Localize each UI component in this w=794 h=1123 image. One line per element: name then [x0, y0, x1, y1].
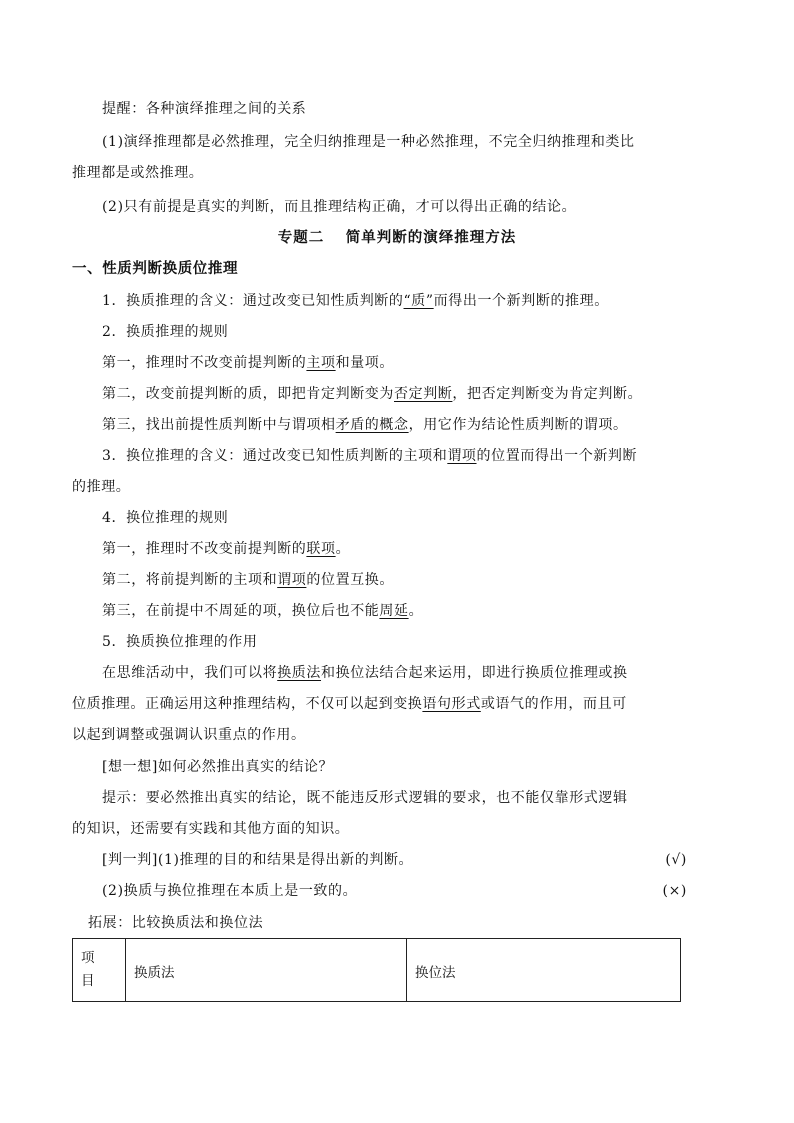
- underlined-term: 周延: [379, 603, 409, 619]
- table-header-item: [73, 939, 126, 1002]
- table-header-obversion: 换位法: [407, 939, 681, 1002]
- judge-item-1-answer: (√): [665, 852, 687, 868]
- underlined-term: 换质法: [277, 665, 322, 681]
- paragraph-8-text: 第一，推理时不改变前提判断的: [102, 541, 307, 557]
- paragraph-12-line-2: [72, 694, 722, 714]
- paragraph-1-text-end: 而得出一个新判断的推理。: [433, 293, 609, 309]
- paragraph-9-text-end: 的位置互换。: [306, 572, 395, 588]
- paragraph-12b-text-end: 或语气的作用，而且可: [480, 696, 627, 712]
- paragraph-4-text-end: ，把否定判断变为肯定判断。: [452, 386, 643, 402]
- paragraph-7: 4．换位推理的规则: [102, 510, 229, 526]
- paragraph-9-text: 第二，将前提判断的主项和: [102, 572, 278, 588]
- paragraph-11: 5．换质换位推理的作用: [102, 634, 258, 650]
- paragraph-1: [102, 291, 752, 311]
- underlined-term: 谓项: [447, 448, 477, 464]
- paragraph-12-line-1: [102, 663, 752, 683]
- underlined-term: 矛盾的概念: [335, 417, 409, 433]
- paragraph-8: [102, 539, 752, 559]
- paragraph-5: [102, 415, 752, 435]
- paragraph-12-text: 在思维活动中，我们可以将: [102, 665, 278, 681]
- table-header-item-label: 项 目: [81, 950, 95, 989]
- paragraph-3: [102, 353, 752, 373]
- paragraph-4: [102, 384, 752, 404]
- hint-line-1: 提示：要必然推出真实的结论，既不能违反形式逻辑的要求，也不能仅靠形式逻辑: [102, 790, 628, 806]
- think-question: [想一想]如何必然推出真实的结论？: [102, 759, 334, 775]
- paragraph-5-text-end: ，用它作为结论性质判断的谓项。: [408, 417, 628, 433]
- paragraph-5-text: 第三，找出前提性质判断中与谓项相: [102, 417, 336, 433]
- tip-title: 提醒：各种演绎推理之间的关系: [102, 101, 307, 117]
- paragraph-10: [102, 601, 752, 621]
- paragraph-12b-text: 位质推理。正确运用这种推理结构，不仅可以起到变换: [72, 696, 423, 712]
- underlined-term: 联项: [306, 541, 336, 557]
- paragraph-6-line-2: 的推理。: [72, 479, 131, 495]
- judge-item-2: [102, 881, 687, 901]
- paragraph-6-text: 3．换位推理的含义：通过改变已知性质判断的主项和: [102, 448, 448, 464]
- underlined-term: 主项: [306, 355, 336, 371]
- comparison-table: [72, 938, 681, 1002]
- paragraph-12-line-3: 以起到调整或强调认识重点的作用。: [72, 727, 306, 743]
- paragraph-10-text: 第三，在前提中不周延的项，换位后也不能: [102, 603, 380, 619]
- hint-line-2: 的知识，还需要有实践和其他方面的知识。: [72, 821, 350, 837]
- underlined-term: 语句形式: [422, 696, 481, 712]
- section-title: 专题二 简单判断的演绎推理方法: [277, 230, 517, 246]
- table-header-conversion: 换质法: [126, 939, 407, 1002]
- paragraph-2: 2．换质推理的规则: [102, 324, 229, 340]
- expand-title: 拓展：比较换质法和换位法: [88, 915, 264, 931]
- underlined-term: 谓项: [277, 572, 307, 588]
- tip-item-2: (2)只有前提是真实的判断，而且推理结构正确，才可以得出正确的结论。: [102, 199, 577, 215]
- paragraph-3-text: 第一，推理时不改变前提判断的: [102, 355, 307, 371]
- paragraph-9: [102, 570, 752, 590]
- judge-item-2-answer: (×): [662, 883, 687, 899]
- judge-item-1-text: [判一判](1)推理的目的和结果是得出新的判断。: [102, 852, 414, 868]
- paragraph-4-text: 第二，改变前提判断的质，即把肯定判断变为: [102, 386, 394, 402]
- underlined-term: “质”: [403, 293, 434, 309]
- underlined-term: 否定判断: [394, 386, 453, 402]
- tip-item-1-line-1: (1)演绎推理都是必然推理，完全归纳推理是一种必然推理，不完全归纳推理和类比: [102, 134, 635, 150]
- paragraph-12-text-end: 和换位法结合起来运用，即进行换质位推理或换: [321, 665, 628, 681]
- tip-item-1-line-2: 推理都是或然推理。: [72, 165, 204, 181]
- paragraph-6-line-1: [102, 446, 752, 466]
- section-heading-1: 一、性质判断换质位推理: [72, 261, 239, 277]
- paragraph-1-text: 1．换质推理的含义：通过改变已知性质判断的: [102, 293, 404, 309]
- paragraph-8-text-end: 。: [335, 541, 351, 557]
- judge-item-1: [102, 850, 687, 870]
- table-header-row: [73, 939, 681, 1002]
- paragraph-3-text-end: 和量项。: [335, 355, 395, 371]
- judge-item-2-text: (2)换质与换位推理在本质上是一致的。: [102, 883, 358, 899]
- paragraph-10-text-end: 。: [408, 603, 424, 619]
- paragraph-6-text-end: 的位置而得出一个新判断: [476, 448, 638, 464]
